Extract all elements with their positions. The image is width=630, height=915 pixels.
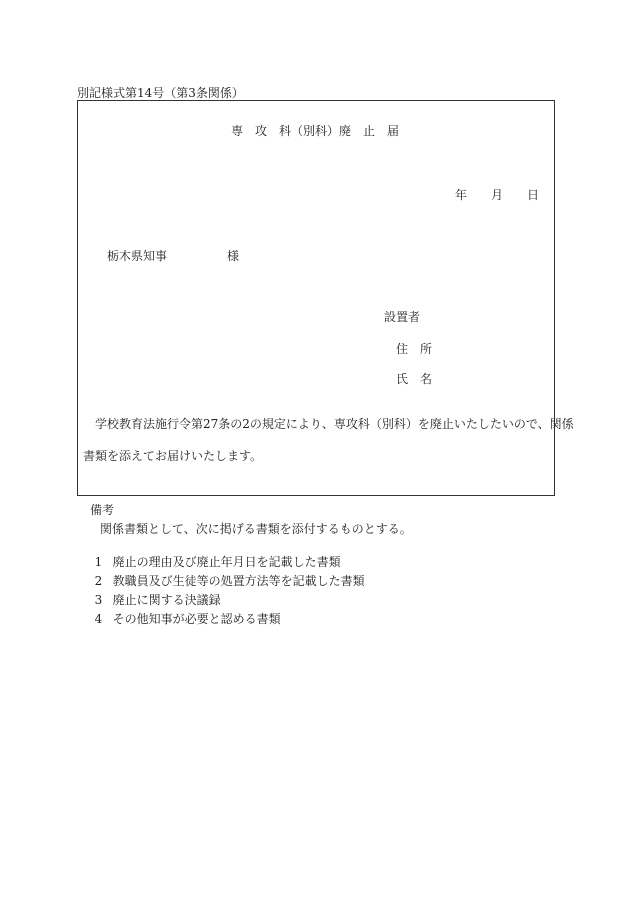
notes-item-number: 2 [94, 574, 103, 588]
notes-heading: 備考 [90, 503, 115, 517]
body-text-line-1: 学校教育法施行令第27条の2の規定により、専攻科（別科）を廃止いたしたいので、関係 [95, 417, 574, 431]
form-frame [77, 100, 555, 496]
notes-intro: 関係書類として、次に掲げる書類を添付するものとする。 [100, 522, 412, 536]
form-number: 別記様式第14号（第3条関係） [77, 86, 244, 100]
notes-item-text: 廃止に関する決議録 [112, 593, 221, 607]
notes-item-text: 教職員及び生徒等の処置方法等を記載した書類 [112, 574, 365, 588]
notes-item-text: 廃止の理由及び廃止年月日を記載した書類 [112, 555, 341, 569]
applicant-label: 設置者 [384, 310, 421, 324]
name-label: 氏 名 [396, 372, 433, 386]
notes-item-number: 3 [94, 593, 103, 607]
body-text-line-2: 書類を添えてお届けいたします。 [83, 449, 263, 463]
form-title: 専 攻 科（別科）廃 止 届 [230, 124, 399, 138]
notes-item-text: その他知事が必要と認める書類 [112, 612, 281, 626]
notes-item [87, 596, 281, 627]
notes-item-number: 4 [94, 612, 103, 626]
addressee: 栃木県知事 様 [107, 249, 240, 263]
address-label: 住 所 [396, 342, 433, 356]
notes-item-number: 1 [94, 555, 103, 569]
date-line: 年 月 日 [455, 188, 540, 202]
